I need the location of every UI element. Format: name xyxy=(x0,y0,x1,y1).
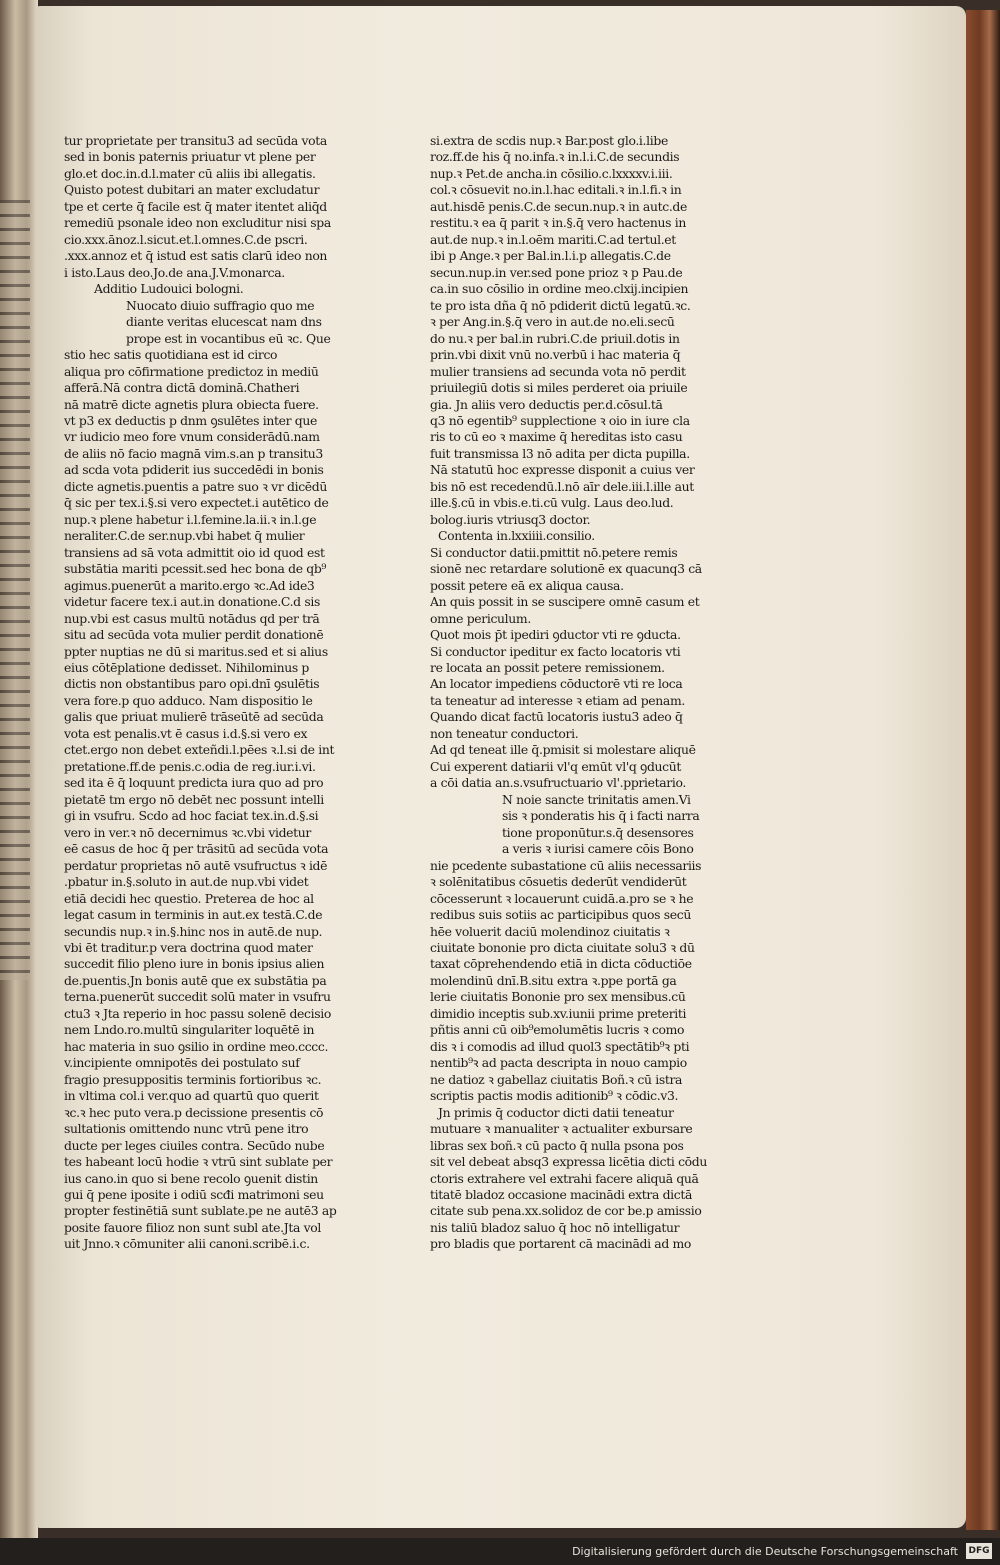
text-line: Quisto potest dubitari an mater excludatur xyxy=(64,182,320,198)
text-line: Quot mois p̄t ipediri ꝯductor vti re ꝯducta. xyxy=(430,627,681,643)
text-line: posite fauore filioz non sunt subl ate.Jta vol xyxy=(64,1219,321,1235)
text-line: dicte agnetis.puentis a patre suo ꝛ vr dicēdū xyxy=(64,478,327,494)
text-line: succedit filio pleno iure in bonis ipsius alien xyxy=(64,956,325,972)
text-line: de aliis nō facio magnā vim.s.an p transitu3 xyxy=(64,445,323,461)
text-line: ille.§.cū in vbis.e.ti.cū vulg. Laus deo.lud. xyxy=(430,495,674,511)
text-line: do nu.ꝛ per bal.in rubri.C.de priuil.dotis in xyxy=(430,330,680,346)
text-line: sultationis omittendo nunc vtrū pene itro xyxy=(64,1121,309,1137)
text-line: ctoris extrahere vel extrahi facere aliquā quā xyxy=(430,1170,699,1186)
text-line: eius cōtēplatione dedisset. Nihilominus p xyxy=(64,660,310,675)
text-line: q̄ sic per tex.i.§.si vero expectet.i autētico de xyxy=(64,495,329,511)
text-line: glo.et doc.in.d.l.mater cū aliis ibi allegatis. xyxy=(64,165,316,181)
text-line: neraliter.C.de ser.nup.vbi habet q̄ mulier xyxy=(64,528,305,544)
text-line: Nā statutū hoc expresse disponit a cuius ver xyxy=(430,462,695,478)
text-line: sit vel debeat absq3 expressa licētia dicti cōdu xyxy=(430,1154,707,1170)
text-line: vt p3 ex deductis p dnm ꝯsulētes inter que xyxy=(64,412,317,428)
text-line: non teneatur conductori. xyxy=(430,725,579,741)
text-line: gui q̄ pene iposite i odiū scđi matrimoni seu xyxy=(64,1187,324,1202)
text-line: ctet.ergo non debet exteñdi.l.pēes ꝛ.l.si de int xyxy=(64,742,335,758)
text-line: transiens ad sā vota admittit oio id quod est xyxy=(64,544,325,560)
text-line: pñtis anni cū oib⁹emolumētis lucris ꝛ como xyxy=(430,1022,685,1038)
text-line: ad scda vota pdiderit ius succedēdi in bonis xyxy=(64,462,324,478)
facing-page-text-bleed xyxy=(0,200,30,980)
funding-credit: Digitalisierung gefördert durch die Deutsche Forschungsgemeinschaft xyxy=(572,1545,958,1558)
text-line: tione proponūtur.s.q̄ desensores xyxy=(502,824,694,840)
text-line: hēe voluerit daciū molendinoz ciuitatis ꝛ xyxy=(430,923,670,939)
text-line: ppter nuptias ne dū si maritus.sed et si alius xyxy=(64,643,328,659)
text-line: mulier transiens ad secunda vota nō perdit xyxy=(430,363,686,379)
text-line: aut.de nup.ꝛ in.l.oēm mariti.C.ad tertul.et xyxy=(430,231,676,247)
text-line: ꝛc.ꝛ hec puto vera.p decissione presentis cō xyxy=(64,1104,324,1120)
text-line: vota est penalis.vt ē casus i.d.§.si vero ex xyxy=(64,725,308,741)
text-line: An locator impediens cōductorē vti re loca xyxy=(430,676,683,692)
text-line: cio.xxx.ānoz.l.sicut.et.l.omnes.C.de pscri. xyxy=(64,231,308,247)
text-line: pro bladis que portarent cā macinādi ad mo xyxy=(430,1236,692,1252)
text-line: dimidio inceptis sub.xv.iunii prime preteriti xyxy=(430,1005,687,1021)
text-line: .pbatur in.§.soluto in aut.de nup.vbi videt xyxy=(64,874,309,890)
text-line: roz.ff.de his q̄ no.infa.ꝛ in.l.i.C.de secundis xyxy=(430,149,680,165)
text-line: taxat cōprehendendo etiā in dicta cōductiōe xyxy=(430,956,692,972)
text-line: q3 nō egentib⁹ supplectione ꝛ oio in iure cla xyxy=(430,412,690,428)
text-line: nem Lndo.ro.multū singulariter loquētē in xyxy=(64,1022,315,1038)
text-line: vero in ver.ꝛ nō decernimus ꝛc.vbi videtur xyxy=(64,824,311,840)
right-text-column xyxy=(430,133,730,1253)
text-line: nis taliū bladoz saluo q̄ hoc nō intelligatur xyxy=(430,1219,680,1235)
text-line: in vltima col.i ver.quo ad quartū quo querit xyxy=(64,1088,319,1104)
text-line: substātia mariti pcessit.sed hec bona de qb⁹ xyxy=(64,561,327,577)
text-line: stio hec satis quotidiana est id circo xyxy=(64,347,278,363)
text-line: dis ꝛ i comodis ad illud quol3 spectātib⁹ꝛ pti xyxy=(430,1038,690,1054)
text-line: nie pcedente subastatione cū aliis necessariis xyxy=(430,857,702,873)
text-line: ciuitate bononie pro dicta ciuitate solu3 ꝛ dū xyxy=(430,939,695,955)
text-line: omne periculum. xyxy=(430,610,531,626)
left-text-column xyxy=(64,133,356,1253)
text-line: i isto.Laus deo.Jo.de ana.J.V.monarca. xyxy=(64,264,285,280)
text-line: agimus.puenerūt a marito.ergo ꝛc.Ad ide3 xyxy=(64,577,315,593)
text-line: lerie ciuitatis Bononie pro sex mensibus.cū xyxy=(430,989,686,1005)
text-line: diante veritas elucescat nam dns xyxy=(126,314,322,330)
text-line: situ ad secūda vota mulier perdit donationē xyxy=(64,627,324,643)
text-line: ris to cū eo ꝛ maxime q̄ hereditas isto casu xyxy=(430,429,683,445)
text-line: Si conductor datii.pmittit nō.petere remis xyxy=(430,544,678,560)
text-line: .xxx.annoz et q̄ istud est satis clarū ideo non xyxy=(64,248,328,264)
text-line: Contenta in.lxxiiii.consilio. xyxy=(438,528,595,544)
text-line: eē casus de hoc q̄ per trāsitū ad secūda vota xyxy=(64,841,329,857)
text-line: Ad qd teneat ille q̄.pmisit si molestare aliquē xyxy=(430,742,696,758)
text-line: secun.nup.in ver.sed pone prioz ꝛ p Pau.de xyxy=(430,264,683,280)
dfg-logo: DFG xyxy=(966,1543,992,1559)
text-line: ꝛ solēnitatibus cōsuetis dederūt vendiderūt xyxy=(430,874,687,890)
text-line: Jn primis q̄ coductor dicti datii teneatur xyxy=(438,1104,674,1120)
text-line: possit petere eā ex aliqua causa. xyxy=(430,577,624,593)
text-line: An quis possit in se suscipere omnē casum et xyxy=(430,594,700,610)
text-line: ꝛ per Ang.in.§.q̄ vero in aut.de no.eli.secū xyxy=(430,314,675,330)
text-line: citate sub pena.xx.solidoz de cor be.p amissio xyxy=(430,1203,702,1219)
text-line: titatē bladoz occasione macinādi extra dictā xyxy=(430,1187,693,1202)
text-line: gi in vsufru. Scdo ad hoc faciat tex.in.d.§.si xyxy=(64,808,319,824)
text-line: libras sex boñ.ꝛ cū pacto q̄ nulla psona pos xyxy=(430,1137,684,1153)
text-line: Cui experent datiarii vl'q emūt vl'q ꝯducūt xyxy=(430,758,682,774)
text-line: de.puentis.Jn bonis autē que ex substātia pa xyxy=(64,972,327,988)
text-line: molendinū dnī.B.situ extra ꝛ.ppe portā ga xyxy=(430,972,677,988)
text-line: bolog.iuris vtriusq3 doctor. xyxy=(430,511,591,527)
text-line: sed in bonis paternis priuatur vt plene per xyxy=(64,149,316,165)
text-line: ta teneatur ad interesse ꝛ etiam ad penam. xyxy=(430,692,685,708)
text-line: nup.vbi est casus multū notādus qd per trā xyxy=(64,610,320,626)
text-line: sis ꝛ ponderatis his q̄ i facti narra xyxy=(502,808,700,824)
text-line: etiā decidi hec questio. Preterea de hoc al xyxy=(64,890,314,906)
text-line: bis nō est recedendū.l.nō aīr dele.iii.l.ille aut xyxy=(430,478,694,494)
text-line: ne datioz ꝛ gabellaz ciuitatis Boñ.ꝛ cū istra xyxy=(430,1071,683,1087)
text-line: uit Jnno.ꝛ cōmuniter alii canoni.scribē.i.c. xyxy=(64,1236,310,1252)
text-line: a cōi datia an.s.vsufructuario vl'.pprietario. xyxy=(430,775,686,791)
book-cover-edge xyxy=(966,10,1000,1530)
text-line: tes habeant locū hodie ꝛ vtrū sint sublate per xyxy=(64,1154,333,1170)
text-line: restitu.ꝛ ea q̄ parit ꝛ in.§.q̄ vero hactenus in xyxy=(430,215,686,231)
text-line: remediū psonale ideo non excluditur nisi spa xyxy=(64,215,331,231)
text-line: galis que priuat mulierē trāseūtē ad secūda xyxy=(64,709,324,725)
text-line: ius cano.in quo si bene recolo ꝯuenit distin xyxy=(64,1170,318,1186)
text-line: ibi p Ange.ꝛ per Bal.in.l.i.p allegatis.C.de xyxy=(430,248,671,264)
text-line: N noie sancte trinitatis amen.Vi xyxy=(502,791,691,807)
text-line: hac materia in suo ꝯsilio in ordine meo.cccc. xyxy=(64,1038,329,1054)
text-line: si.extra de scdis nup.ꝛ Bar.post glo.i.libe xyxy=(430,133,668,148)
text-line: col.ꝛ cōsuevit no.in.l.hac editali.ꝛ in.l.fi.ꝛ in xyxy=(430,182,682,198)
text-line: ctu3 ꝛ Jta reperio in hoc passu solenē decisio xyxy=(64,1005,331,1021)
text-line: a veris ꝛ iurisi camere cōis Bono xyxy=(502,841,694,857)
text-line: nup.ꝛ Pet.de ancha.in cōsilio.c.lxxxxv.i.iii. xyxy=(430,165,673,181)
text-line: Quando dicat factū locatoris iustu3 adeo q̄ xyxy=(430,709,683,725)
text-line: vbi ēt traditur.p vera doctrina quod mater xyxy=(64,939,313,955)
text-line: v.incipiente omnipotēs dei postulato suf xyxy=(64,1055,300,1071)
text-line: nup.ꝛ plene habetur i.l.femine.la.ii.ꝛ in.l.ge xyxy=(64,511,317,527)
text-line: vr iudicio meo fore vnum considerādū.nam xyxy=(64,429,320,445)
text-line: fragio presuppositis terminis fortioribus ꝛc. xyxy=(64,1071,322,1087)
text-line: tur proprietate per transitu3 ad secūda vota xyxy=(64,133,327,148)
text-line: cōcesserunt ꝛ locauerunt cuidā.a.pro se ꝛ he xyxy=(430,890,694,906)
text-line: redibus suis sotiis ac participibus quos secū xyxy=(430,907,691,923)
text-line: pretatione.ff.de penis.c.odia de reg.iur.i.vi. xyxy=(64,758,316,774)
text-line: sed ita ē q̄ loquunt predicta iura quo ad pro xyxy=(64,775,324,791)
text-line: nentib⁹ꝛ ad pacta descripta in nouo campio xyxy=(430,1055,687,1071)
text-line: scriptis pactis modis aditionib⁹ ꝛ cōdic.v3. xyxy=(430,1088,679,1104)
text-line: prin.vbi dixit vnū no.verbū i hac materia q̄ xyxy=(430,347,681,363)
text-line: te pro ista dña q̄ nō pdiderit dictū legatū.ꝛc. xyxy=(430,297,691,313)
text-line: perdatur proprietas nō autē vsufructus ꝛ idē xyxy=(64,857,328,873)
text-line: re locata an possit petere remissionem. xyxy=(430,660,665,675)
text-line: videtur facere tex.i aut.in donatione.C.d sis xyxy=(64,594,320,610)
text-line: ca.in suo cōsilio in ordine meo.clxij.incipien xyxy=(430,281,689,297)
text-line: propter festinētiā sunt sublate.pe ne autē3 ap xyxy=(64,1203,337,1219)
text-line: pietatē tm ergo nō debēt nec possunt intelli xyxy=(64,791,324,807)
text-line: Si conductor ipeditur ex facto locatoris vti xyxy=(430,643,681,659)
text-line: legat casum in terminis in aut.ex testā.C.de xyxy=(64,907,323,923)
text-line: mutuare ꝛ manualiter ꝛ actualiter exbursare xyxy=(430,1121,693,1137)
text-line: aliqua pro cōfirmatione predictoz in mediū xyxy=(64,363,319,379)
text-line: gia. Jn aliis vero deductis per.d.cōsul.tā xyxy=(430,396,663,412)
text-line: aut.hisdē penis.C.de secun.nup.ꝛ in autc.de xyxy=(430,198,687,214)
text-line: vera fore.p quo adduco. Nam dispositio le xyxy=(64,692,313,708)
text-line: dictis non obstantibus paro opi.dnī ꝯsulētis xyxy=(64,676,320,692)
text-line: Additio Ludouici bologni. xyxy=(94,281,244,297)
text-line: Nuocato diuio suffragio quo me xyxy=(126,297,315,313)
text-line: nā matrē dicte agnetis plura obiecta fuere. xyxy=(64,396,319,412)
text-line: priuilegiū dotis si miles perderet oia priuile xyxy=(430,380,688,396)
text-line: ducte per leges ciuiles contra. Secūdo nube xyxy=(64,1137,325,1153)
text-line: fuit transmissa l3 nō adita per dicta pupilla. xyxy=(430,445,690,461)
text-line: secundis nup.ꝛ in.§.hinc nos in autē.de nup. xyxy=(64,923,323,939)
text-line: tpe et certe q̄ facile est q̄ mater itentet aliq̄d xyxy=(64,198,327,214)
text-line: terna.puenerūt succedit solū mater in vsufru xyxy=(64,989,331,1005)
text-line: sionē nec retardare solutionē ex quacunq3 cā xyxy=(430,561,702,577)
text-line: afferā.Nā contra dictā dominā.Chatheri xyxy=(64,380,300,396)
text-line: prope est in vocantibus eū ꝛc. Que xyxy=(126,330,331,346)
